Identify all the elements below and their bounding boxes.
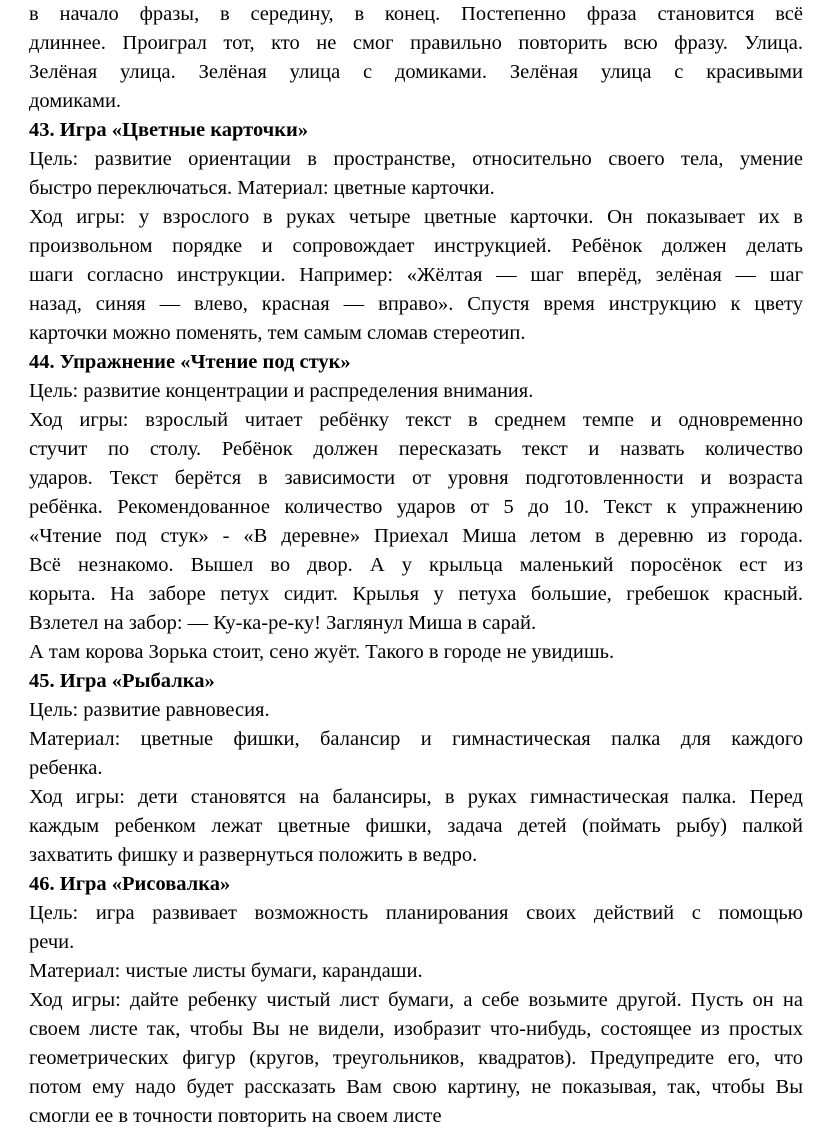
text-line: Материал: цветные фишки, балансир и гимнастическая палка для каждого — [29, 728, 803, 750]
text-line: карточки можно поменять, тем самым сломав стереотип. — [29, 322, 526, 344]
text-line: Ход игры: у взрослого в руках четыре цветные карточки. Он показывает их в — [29, 206, 803, 228]
text-line: Цель: игра развивает возможность планирования своих действий с помощью — [29, 902, 803, 924]
text-line: Цель: развитие концентрации и распределения внимания. — [29, 380, 534, 402]
text-line: произвольном порядке и сопровождает инструкцией. Ребёнок должен делать — [29, 235, 803, 257]
text-line: Цель: развитие равновесия. — [29, 699, 270, 721]
text-line: ударов. Текст берётся в зависимости от уровня подготовленности и возраста — [29, 467, 803, 489]
text-line: потом ему надо будет рассказать Вам свою картину, не показывая, так, чтобы Вы — [29, 1076, 803, 1098]
text-line: Ход игры: дети становятся на балансиры, в руках гимнастическая палка. Перед — [29, 786, 803, 808]
text-line: ребенка. — [29, 757, 103, 779]
section-heading-43: 43. Игра «Цветные карточки» — [29, 119, 309, 141]
text-line: своем листе так, чтобы Вы не видели, изобразит что-нибудь, состоящее из простых — [29, 1018, 803, 1040]
text-line: Ход игры: взрослый читает ребёнку текст в среднем темпе и одновременно — [29, 409, 803, 431]
text-line: геометрических фигур (кругов, треугольников, квадратов). Предупредите его, что — [29, 1047, 803, 1069]
section-heading-44: 44. Упражнение «Чтение под стук» — [29, 351, 351, 373]
text-line: корыта. На заборе петух сидит. Крылья у петуха большие, гребешок красный. — [29, 583, 803, 605]
text-line: шаги согласно инструкции. Например: «Жёлтая — шаг вперёд, зелёная — шаг — [29, 264, 803, 286]
text-line: захватить фишку и развернуться положить в ведро. — [29, 844, 478, 866]
text-line: смогли ее в точности повторить на своем листе — [29, 1105, 442, 1127]
text-line: Всё незнакомо. Вышел во двор. А у крыльца маленький поросёнок ест из — [29, 554, 803, 576]
text-line: Ход игры: дайте ребенку чистый лист бумаги, а себе возьмите другой. Пусть он на — [29, 989, 803, 1011]
text-line: Цель: развитие ориентации в пространстве, относительно своего тела, умение — [29, 148, 803, 170]
text-line: Взлетел на забор: — Ку-ка-ре-ку! Заглянул Миша в сарай. — [29, 612, 537, 634]
text-line: стучит по столу. Ребёнок должен пересказать текст и назвать количество — [29, 438, 803, 460]
text-line: Материал: чистые листы бумаги, карандаши. — [29, 960, 423, 982]
text-line: «Чтение под стук» - «В деревне» Приехал Миша летом в деревню из города. — [29, 525, 803, 547]
section-heading-45: 45. Игра «Рыбалка» — [29, 670, 215, 692]
text-line: каждым ребенком лежат цветные фишки, задача детей (поймать рыбу) палкой — [29, 815, 803, 837]
text-line: в начало фразы, в середину, в конец. Постепенно фраза становится всё — [29, 3, 803, 25]
text-line: речи. — [29, 931, 75, 953]
text-line: назад, синяя — влево, красная — вправо». Спустя время инструкцию к цвету — [29, 293, 803, 315]
text-line: ребёнка. Рекомендованное количество ударов от 5 до 10. Текст к упражнению — [29, 496, 803, 518]
text-line: домиками. — [29, 90, 122, 112]
text-line: быстро переключаться. Материал: цветные карточки. — [29, 177, 495, 199]
section-heading-46: 46. Игра «Рисовалка» — [29, 873, 231, 895]
text-line: А там корова Зорька стоит, сено жуёт. Такого в городе не увидишь. — [29, 641, 615, 663]
text-line: Зелёная улица. Зелёная улица с домиками. Зелёная улица с красивыми — [29, 61, 803, 83]
text-line: длиннее. Проиграл тот, кто не смог правильно повторить всю фразу. Улица. — [29, 32, 803, 54]
